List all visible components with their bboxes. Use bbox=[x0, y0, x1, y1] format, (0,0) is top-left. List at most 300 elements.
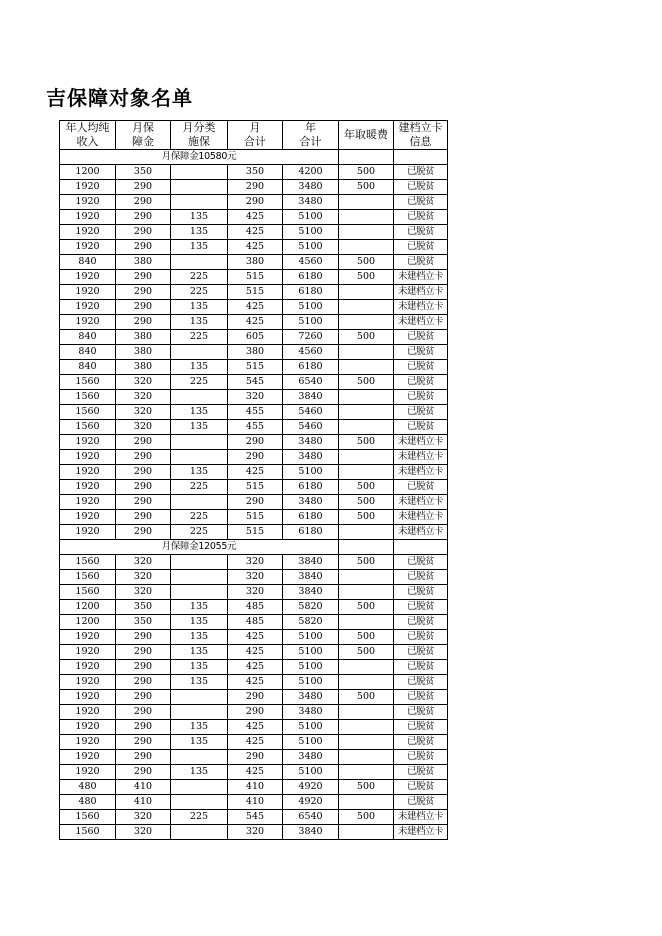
category-aid-cell: 135 bbox=[171, 600, 228, 615]
category-aid-cell: 135 bbox=[171, 300, 228, 315]
heating-fee-cell bbox=[339, 795, 394, 810]
allowance-cell: 290 bbox=[116, 300, 171, 315]
table-row bbox=[60, 390, 448, 405]
category-aid-cell: 135 bbox=[171, 765, 228, 780]
registration-status-cell: 未建档立卡 bbox=[394, 810, 448, 825]
monthly-total-cell: 425 bbox=[228, 210, 283, 225]
registration-status-cell: 已脱贫 bbox=[394, 765, 448, 780]
allowance-cell: 350 bbox=[116, 615, 171, 630]
yearly-total-cell: 6180 bbox=[283, 360, 339, 375]
heating-fee-cell bbox=[339, 315, 394, 330]
yearly-total-cell: 4200 bbox=[283, 165, 339, 180]
heating-fee-cell bbox=[339, 675, 394, 690]
registration-status-cell: 未建档立卡 bbox=[394, 510, 448, 525]
monthly-total-cell: 290 bbox=[228, 195, 283, 210]
table-row bbox=[60, 555, 448, 570]
yearly-total-cell: 6180 bbox=[283, 285, 339, 300]
yearly-total-cell: 3480 bbox=[283, 705, 339, 720]
empty-cell bbox=[394, 150, 448, 165]
allowance-cell: 320 bbox=[116, 420, 171, 435]
table-row bbox=[60, 420, 448, 435]
category-aid-cell bbox=[171, 390, 228, 405]
allowance-cell: 290 bbox=[116, 510, 171, 525]
income-cell: 840 bbox=[60, 360, 116, 375]
table-row bbox=[60, 750, 448, 765]
table-row bbox=[60, 450, 448, 465]
registration-status-cell: 已脱贫 bbox=[394, 795, 448, 810]
category-aid-cell: 225 bbox=[171, 480, 228, 495]
yearly-total-cell: 7260 bbox=[283, 330, 339, 345]
heating-fee-cell: 500 bbox=[339, 645, 394, 660]
allowance-cell: 290 bbox=[116, 450, 171, 465]
income-cell: 1200 bbox=[60, 615, 116, 630]
yearly-total-cell: 5100 bbox=[283, 660, 339, 675]
heating-fee-cell bbox=[339, 525, 394, 540]
registration-status-cell: 已脱贫 bbox=[394, 180, 448, 195]
heating-fee-cell bbox=[339, 420, 394, 435]
page-title: 吉保障对象名单 bbox=[46, 86, 193, 110]
income-cell: 1920 bbox=[60, 285, 116, 300]
table-row bbox=[60, 165, 448, 180]
heating-fee-cell bbox=[339, 615, 394, 630]
registration-status-cell: 已脱贫 bbox=[394, 555, 448, 570]
monthly-total-cell: 320 bbox=[228, 825, 283, 840]
income-cell: 1200 bbox=[60, 165, 116, 180]
table-row bbox=[60, 330, 448, 345]
yearly-total-cell: 3480 bbox=[283, 690, 339, 705]
income-cell: 1920 bbox=[60, 750, 116, 765]
allowance-cell: 290 bbox=[116, 195, 171, 210]
heating-fee-cell: 500 bbox=[339, 270, 394, 285]
table-row bbox=[60, 510, 448, 525]
heating-fee-cell bbox=[339, 405, 394, 420]
yearly-total-cell: 6180 bbox=[283, 270, 339, 285]
header-yearly-total: 年 bbox=[283, 121, 339, 136]
registration-status-cell: 已脱贫 bbox=[394, 735, 448, 750]
table-row bbox=[60, 795, 448, 810]
monthly-total-cell: 485 bbox=[228, 615, 283, 630]
allowance-cell: 290 bbox=[116, 495, 171, 510]
yearly-total-cell: 3840 bbox=[283, 570, 339, 585]
income-cell: 1560 bbox=[60, 555, 116, 570]
income-cell: 1560 bbox=[60, 390, 116, 405]
table-row bbox=[60, 660, 448, 675]
yearly-total-cell: 3840 bbox=[283, 825, 339, 840]
header-category-aid: 月分类 bbox=[171, 121, 228, 136]
income-cell: 480 bbox=[60, 780, 116, 795]
registration-status-cell: 已脱贫 bbox=[394, 600, 448, 615]
registration-status-cell: 已脱贫 bbox=[394, 210, 448, 225]
monthly-total-cell: 515 bbox=[228, 360, 283, 375]
heating-fee-cell bbox=[339, 660, 394, 675]
monthly-total-cell: 320 bbox=[228, 390, 283, 405]
category-aid-cell: 135 bbox=[171, 360, 228, 375]
income-cell: 1920 bbox=[60, 495, 116, 510]
heating-fee-cell bbox=[339, 825, 394, 840]
heating-fee-cell bbox=[339, 210, 394, 225]
yearly-total-cell: 5820 bbox=[283, 615, 339, 630]
registration-status-cell: 未建档立卡 bbox=[394, 525, 448, 540]
yearly-total-cell: 5100 bbox=[283, 765, 339, 780]
heating-fee-cell: 500 bbox=[339, 165, 394, 180]
monthly-total-cell: 425 bbox=[228, 300, 283, 315]
allowance-cell: 380 bbox=[116, 360, 171, 375]
table-row bbox=[60, 645, 448, 660]
empty-cell bbox=[394, 540, 448, 555]
table-row bbox=[60, 765, 448, 780]
registration-status-cell: 已脱贫 bbox=[394, 480, 448, 495]
monthly-total-cell: 290 bbox=[228, 690, 283, 705]
yearly-total-cell: 6540 bbox=[283, 810, 339, 825]
table-row bbox=[60, 345, 448, 360]
heating-fee-cell bbox=[339, 750, 394, 765]
header-monthly-total: 月 bbox=[228, 121, 283, 136]
category-aid-cell: 225 bbox=[171, 330, 228, 345]
heating-fee-cell: 500 bbox=[339, 690, 394, 705]
monthly-total-cell: 455 bbox=[228, 405, 283, 420]
registration-status-cell: 已脱贫 bbox=[394, 660, 448, 675]
category-aid-cell: 225 bbox=[171, 270, 228, 285]
table-row bbox=[60, 825, 448, 840]
header-monthly-allowance: 月保 bbox=[116, 121, 171, 136]
heating-fee-cell: 500 bbox=[339, 480, 394, 495]
category-aid-cell: 135 bbox=[171, 645, 228, 660]
heating-fee-cell bbox=[339, 735, 394, 750]
table-row bbox=[60, 465, 448, 480]
allowance-cell: 290 bbox=[116, 735, 171, 750]
registration-status-cell: 已脱贫 bbox=[394, 225, 448, 240]
registration-status-cell: 未建档立卡 bbox=[394, 285, 448, 300]
allowance-cell: 290 bbox=[116, 720, 171, 735]
monthly-total-cell: 425 bbox=[228, 465, 283, 480]
income-cell: 1920 bbox=[60, 660, 116, 675]
table-row bbox=[60, 285, 448, 300]
income-cell: 1920 bbox=[60, 675, 116, 690]
yearly-total-cell: 5100 bbox=[283, 630, 339, 645]
table-row bbox=[60, 675, 448, 690]
allowance-cell: 290 bbox=[116, 225, 171, 240]
registration-status-cell: 已脱贫 bbox=[394, 165, 448, 180]
yearly-total-cell: 5100 bbox=[283, 240, 339, 255]
income-cell: 1920 bbox=[60, 270, 116, 285]
allowance-cell: 380 bbox=[116, 345, 171, 360]
income-cell: 1920 bbox=[60, 765, 116, 780]
heating-fee-cell bbox=[339, 570, 394, 585]
monthly-total-cell: 515 bbox=[228, 480, 283, 495]
registration-status-cell: 未建档立卡 bbox=[394, 450, 448, 465]
income-cell: 1920 bbox=[60, 435, 116, 450]
allowance-cell: 290 bbox=[116, 180, 171, 195]
allowance-cell: 350 bbox=[116, 600, 171, 615]
heating-fee-cell bbox=[339, 240, 394, 255]
allowance-cell: 410 bbox=[116, 780, 171, 795]
yearly-total-cell: 4920 bbox=[283, 795, 339, 810]
yearly-total-cell: 3480 bbox=[283, 180, 339, 195]
income-cell: 480 bbox=[60, 795, 116, 810]
category-aid-cell bbox=[171, 195, 228, 210]
monthly-total-cell: 425 bbox=[228, 735, 283, 750]
registration-status-cell: 未建档立卡 bbox=[394, 825, 448, 840]
heating-fee-cell bbox=[339, 225, 394, 240]
allowance-cell: 380 bbox=[116, 255, 171, 270]
section-header-row bbox=[60, 150, 448, 165]
category-aid-cell: 135 bbox=[171, 660, 228, 675]
category-aid-cell bbox=[171, 780, 228, 795]
monthly-total-cell: 545 bbox=[228, 810, 283, 825]
table-row bbox=[60, 300, 448, 315]
heating-fee-cell: 500 bbox=[339, 255, 394, 270]
category-aid-cell: 135 bbox=[171, 420, 228, 435]
table-row bbox=[60, 225, 448, 240]
heating-fee-cell bbox=[339, 450, 394, 465]
allowance-cell: 290 bbox=[116, 525, 171, 540]
heating-fee-cell bbox=[339, 390, 394, 405]
registration-status-cell: 已脱贫 bbox=[394, 255, 448, 270]
header-monthly-total-line2: 合计 bbox=[228, 135, 283, 150]
monthly-total-cell: 425 bbox=[228, 675, 283, 690]
registration-status-cell: 已脱贫 bbox=[394, 405, 448, 420]
heating-fee-cell bbox=[339, 345, 394, 360]
registration-status-cell: 已脱贫 bbox=[394, 720, 448, 735]
income-cell: 840 bbox=[60, 255, 116, 270]
monthly-total-cell: 515 bbox=[228, 285, 283, 300]
header-registration: 建档立卡 bbox=[394, 121, 448, 136]
income-cell: 1920 bbox=[60, 210, 116, 225]
allowance-cell: 290 bbox=[116, 435, 171, 450]
category-aid-cell bbox=[171, 345, 228, 360]
income-cell: 1920 bbox=[60, 510, 116, 525]
table-row bbox=[60, 240, 448, 255]
table-row bbox=[60, 615, 448, 630]
income-cell: 1920 bbox=[60, 450, 116, 465]
yearly-total-cell: 5100 bbox=[283, 645, 339, 660]
heating-fee-cell: 500 bbox=[339, 780, 394, 795]
yearly-total-cell: 6180 bbox=[283, 480, 339, 495]
category-aid-cell bbox=[171, 585, 228, 600]
header-monthly-allowance-line2: 障金 bbox=[116, 135, 171, 150]
allowance-cell: 380 bbox=[116, 330, 171, 345]
table-row bbox=[60, 255, 448, 270]
category-aid-cell bbox=[171, 450, 228, 465]
monthly-total-cell: 320 bbox=[228, 555, 283, 570]
table-row bbox=[60, 570, 448, 585]
yearly-total-cell: 5100 bbox=[283, 675, 339, 690]
monthly-total-cell: 290 bbox=[228, 180, 283, 195]
monthly-total-cell: 425 bbox=[228, 225, 283, 240]
allowance-cell: 290 bbox=[116, 285, 171, 300]
category-aid-cell: 135 bbox=[171, 465, 228, 480]
table-row bbox=[60, 405, 448, 420]
monthly-total-cell: 290 bbox=[228, 495, 283, 510]
header-yearly-total-line2: 合计 bbox=[283, 135, 339, 150]
heating-fee-cell: 500 bbox=[339, 600, 394, 615]
registration-status-cell: 未建档立卡 bbox=[394, 300, 448, 315]
registration-status-cell: 已脱贫 bbox=[394, 240, 448, 255]
registration-status-cell: 未建档立卡 bbox=[394, 495, 448, 510]
roster-table bbox=[59, 120, 448, 840]
category-aid-cell: 135 bbox=[171, 615, 228, 630]
registration-status-cell: 已脱贫 bbox=[394, 585, 448, 600]
table-row bbox=[60, 705, 448, 720]
category-aid-cell: 135 bbox=[171, 225, 228, 240]
heating-fee-cell bbox=[339, 585, 394, 600]
section-label: 月保障金12055元 bbox=[60, 540, 339, 555]
income-cell: 1920 bbox=[60, 180, 116, 195]
table-row bbox=[60, 690, 448, 705]
yearly-total-cell: 3480 bbox=[283, 195, 339, 210]
category-aid-cell bbox=[171, 180, 228, 195]
allowance-cell: 290 bbox=[116, 315, 171, 330]
allowance-cell: 410 bbox=[116, 795, 171, 810]
allowance-cell: 290 bbox=[116, 480, 171, 495]
category-aid-cell bbox=[171, 750, 228, 765]
heating-fee-cell: 500 bbox=[339, 375, 394, 390]
registration-status-cell: 已脱贫 bbox=[394, 750, 448, 765]
yearly-total-cell: 6180 bbox=[283, 525, 339, 540]
income-cell: 1920 bbox=[60, 720, 116, 735]
yearly-total-cell: 3840 bbox=[283, 585, 339, 600]
yearly-total-cell: 5100 bbox=[283, 315, 339, 330]
monthly-total-cell: 425 bbox=[228, 315, 283, 330]
yearly-total-cell: 5460 bbox=[283, 405, 339, 420]
table-row bbox=[60, 495, 448, 510]
table-row bbox=[60, 375, 448, 390]
category-aid-cell: 225 bbox=[171, 810, 228, 825]
registration-status-cell: 已脱贫 bbox=[394, 645, 448, 660]
heating-fee-cell: 500 bbox=[339, 810, 394, 825]
category-aid-cell bbox=[171, 495, 228, 510]
registration-status-cell: 已脱贫 bbox=[394, 360, 448, 375]
header-category-aid-line2: 施保 bbox=[171, 135, 228, 150]
yearly-total-cell: 3480 bbox=[283, 750, 339, 765]
registration-status-cell: 已脱贫 bbox=[394, 390, 448, 405]
income-cell: 1920 bbox=[60, 630, 116, 645]
yearly-total-cell: 5100 bbox=[283, 465, 339, 480]
allowance-cell: 290 bbox=[116, 270, 171, 285]
income-cell: 840 bbox=[60, 330, 116, 345]
heating-fee-cell bbox=[339, 705, 394, 720]
heating-fee-cell bbox=[339, 300, 394, 315]
heating-fee-cell bbox=[339, 285, 394, 300]
category-aid-cell bbox=[171, 690, 228, 705]
allowance-cell: 320 bbox=[116, 390, 171, 405]
yearly-total-cell: 3480 bbox=[283, 435, 339, 450]
income-cell: 1920 bbox=[60, 735, 116, 750]
income-cell: 1920 bbox=[60, 315, 116, 330]
income-cell: 1560 bbox=[60, 570, 116, 585]
heating-fee-cell: 500 bbox=[339, 510, 394, 525]
income-cell: 1560 bbox=[60, 405, 116, 420]
income-cell: 1920 bbox=[60, 225, 116, 240]
yearly-total-cell: 3840 bbox=[283, 555, 339, 570]
table-row bbox=[60, 720, 448, 735]
allowance-cell: 290 bbox=[116, 750, 171, 765]
registration-status-cell: 未建档立卡 bbox=[394, 270, 448, 285]
allowance-cell: 290 bbox=[116, 660, 171, 675]
table-row bbox=[60, 585, 448, 600]
table-row bbox=[60, 600, 448, 615]
monthly-total-cell: 425 bbox=[228, 720, 283, 735]
category-aid-cell: 135 bbox=[171, 315, 228, 330]
table-row bbox=[60, 210, 448, 225]
table-row bbox=[60, 315, 448, 330]
monthly-total-cell: 425 bbox=[228, 630, 283, 645]
monthly-total-cell: 545 bbox=[228, 375, 283, 390]
monthly-total-cell: 410 bbox=[228, 780, 283, 795]
table-row bbox=[60, 735, 448, 750]
income-cell: 1920 bbox=[60, 525, 116, 540]
monthly-total-cell: 515 bbox=[228, 510, 283, 525]
monthly-total-cell: 485 bbox=[228, 600, 283, 615]
section-label: 月保障金10580元 bbox=[60, 150, 339, 165]
income-cell: 1560 bbox=[60, 825, 116, 840]
table-row bbox=[60, 780, 448, 795]
allowance-cell: 320 bbox=[116, 555, 171, 570]
allowance-cell: 350 bbox=[116, 165, 171, 180]
monthly-total-cell: 410 bbox=[228, 795, 283, 810]
header-registration-line2: 信息 bbox=[394, 135, 448, 150]
registration-status-cell: 未建档立卡 bbox=[394, 435, 448, 450]
registration-status-cell: 已脱贫 bbox=[394, 615, 448, 630]
allowance-cell: 290 bbox=[116, 705, 171, 720]
monthly-total-cell: 290 bbox=[228, 450, 283, 465]
category-aid-cell bbox=[171, 435, 228, 450]
header-heating-fee: 年取暖费 bbox=[339, 121, 394, 150]
monthly-total-cell: 455 bbox=[228, 420, 283, 435]
monthly-total-cell: 380 bbox=[228, 345, 283, 360]
income-cell: 1560 bbox=[60, 810, 116, 825]
income-cell: 1920 bbox=[60, 705, 116, 720]
category-aid-cell bbox=[171, 255, 228, 270]
allowance-cell: 290 bbox=[116, 465, 171, 480]
heating-fee-cell: 500 bbox=[339, 330, 394, 345]
table-header bbox=[60, 121, 448, 150]
yearly-total-cell: 3480 bbox=[283, 495, 339, 510]
allowance-cell: 290 bbox=[116, 240, 171, 255]
table-row bbox=[60, 480, 448, 495]
registration-status-cell: 已脱贫 bbox=[394, 690, 448, 705]
table-row bbox=[60, 435, 448, 450]
allowance-cell: 320 bbox=[116, 810, 171, 825]
registration-status-cell: 已脱贫 bbox=[394, 705, 448, 720]
income-cell: 840 bbox=[60, 345, 116, 360]
category-aid-cell: 225 bbox=[171, 510, 228, 525]
table-row bbox=[60, 810, 448, 825]
table-body bbox=[60, 150, 448, 840]
monthly-total-cell: 380 bbox=[228, 255, 283, 270]
category-aid-cell: 135 bbox=[171, 240, 228, 255]
heating-fee-cell bbox=[339, 765, 394, 780]
income-cell: 1560 bbox=[60, 420, 116, 435]
allowance-cell: 290 bbox=[116, 690, 171, 705]
yearly-total-cell: 5100 bbox=[283, 720, 339, 735]
income-cell: 1200 bbox=[60, 600, 116, 615]
allowance-cell: 290 bbox=[116, 630, 171, 645]
yearly-total-cell: 4920 bbox=[283, 780, 339, 795]
table-row bbox=[60, 180, 448, 195]
income-cell: 1920 bbox=[60, 690, 116, 705]
allowance-cell: 320 bbox=[116, 375, 171, 390]
income-cell: 1920 bbox=[60, 465, 116, 480]
yearly-total-cell: 5100 bbox=[283, 210, 339, 225]
yearly-total-cell: 3480 bbox=[283, 450, 339, 465]
registration-status-cell: 已脱贫 bbox=[394, 675, 448, 690]
income-cell: 1560 bbox=[60, 585, 116, 600]
monthly-total-cell: 350 bbox=[228, 165, 283, 180]
monthly-total-cell: 605 bbox=[228, 330, 283, 345]
yearly-total-cell: 6540 bbox=[283, 375, 339, 390]
heating-fee-cell: 500 bbox=[339, 630, 394, 645]
